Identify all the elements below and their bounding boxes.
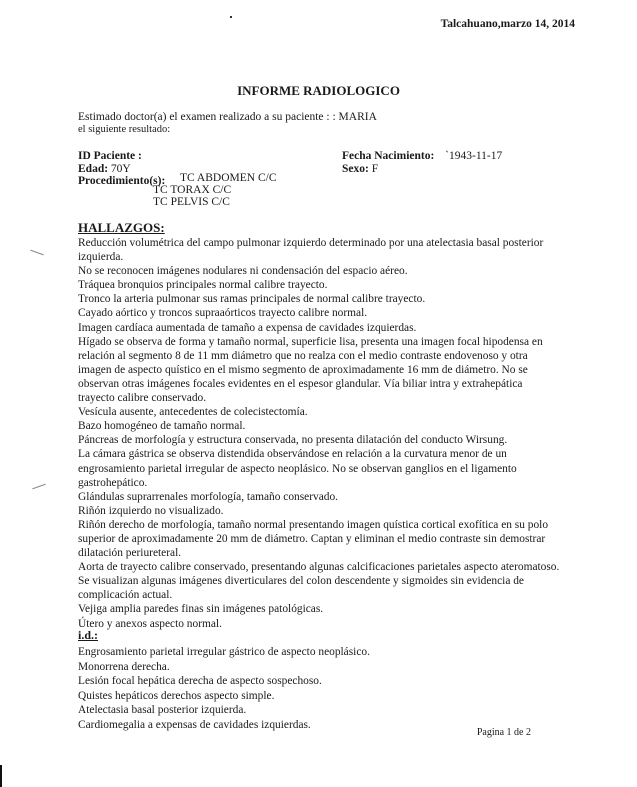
findings-body <box>78 236 578 631</box>
procedure-item: TC ABDOMEN C/C <box>180 172 277 184</box>
findings-line: Imagen cardíaca aumentada de tamaño a expensa de cavidades izquierdas. <box>78 321 417 334</box>
findings-line: Reducción volumétrica del campo pulmonar izquierdo determinado por una atelectasia basal posterior <box>78 237 544 249</box>
findings-heading: HALLAZGOS: <box>78 220 165 235</box>
patient-age <box>78 163 131 175</box>
findings-line: Tráquea bronquios principales normal calibre trayecto. <box>78 279 328 292</box>
findings-line: Tronco la arteria pulmonar sus ramas principales de normal calibre trayecto. <box>78 293 426 306</box>
findings-line: No se reconocen imágenes nodulares ni condensación del espacio aéreo. <box>78 265 408 278</box>
findings-line: Vesícula ausente, antecedentes de colecistectomía. <box>78 406 308 419</box>
patient-id-label: ID Paciente : <box>78 150 142 162</box>
findings-line: Glándulas suprarrenales morfología, tamaño conservado. <box>78 490 338 503</box>
sex <box>342 163 378 175</box>
procedure-item: TC TORAX C/C <box>153 184 232 196</box>
findings-line: Cayado aórtico y troncos supraaórticos trayecto calibre normal. <box>78 307 368 320</box>
findings-line: relación al segmento 8 de 11 mm diámetro que no realza con el medio contraste endovenoso y otra <box>78 349 528 362</box>
findings-line: izquierda. <box>78 251 124 264</box>
findings-line: Riñón izquierdo no visualizado. <box>78 504 224 517</box>
findings-line: La cámara gástrica se observa distendida observándose en relación a la curvatura menor de un <box>78 448 507 461</box>
findings-line: Páncreas de morfología y estructura conservada, no presenta dilatación del conducto Wirsung. <box>78 434 508 447</box>
dob-value: `1943-11-17 <box>445 150 503 162</box>
findings-line: Vejiga amplia paredes finas sin imágenes patológicas. <box>78 603 324 616</box>
scan-speck <box>230 16 232 18</box>
place-date: Talcahuano,marzo 14, 2014 <box>440 18 575 30</box>
findings-line: Bazo homogéneo de tamaño normal. <box>78 420 246 433</box>
intro-line: Estimado doctor(a) el examen realizado a su paciente : : MARIA <box>78 111 377 123</box>
impression-line: Quistes hepáticos derechos aspecto simple. <box>78 689 275 702</box>
impression-line: Cardiomegalia a expensas de cavidades izquierdas. <box>78 718 311 731</box>
age-label: Edad: <box>78 163 109 175</box>
margin-mark <box>30 250 43 256</box>
dob <box>342 150 502 162</box>
findings-line: engrosamiento parietal irregular de aspecto neoplásico. No se observan ganglios en el ligamento <box>78 462 517 475</box>
page-number: Pagina 1 de 2 <box>476 727 531 738</box>
findings-line: complicación actual. <box>78 589 173 602</box>
dob-label: Fecha Nacimiento: <box>342 150 435 162</box>
sex-value: F <box>371 163 379 175</box>
findings-line: Riñón derecho de morfología, tamaño normal presentando imagen quística cortical exofítica en su polo <box>78 518 549 531</box>
findings-line: Aorta de trayecto calibre conservado, presentando algunas calcificaciones parietales aspecto ateromatoso. <box>78 561 560 574</box>
sex-label: Sexo: <box>342 163 369 175</box>
report-title: INFORME RADIOLOGICO <box>237 83 400 98</box>
impression-line: Monorrena derecha. <box>78 660 170 673</box>
age-value: 70Y <box>110 163 131 175</box>
impression-heading: i.d.: <box>78 628 99 642</box>
findings-line: Útero y anexos aspecto normal. <box>78 617 222 630</box>
findings-line: imagen de aspecto quístico en el mismo segmento de aproximadamente 16 mm de diámetro. No se <box>78 363 528 376</box>
findings-line: superior de aproximadamente 20 mm de diámetro. Captan y eliminan el medio contraste sin demostrar <box>78 532 546 545</box>
impression-body <box>78 645 370 733</box>
scan-edge <box>0 765 2 787</box>
procedure-item: TC PELVIS C/C <box>153 196 230 208</box>
findings-line: Se visualizan algunas imágenes diverticulares del colon descendente y sigmoides sin evidencia de <box>78 575 524 588</box>
findings-line: dilatación periureteral. <box>78 547 182 560</box>
procedure-label: Procedimiento(s): <box>78 175 166 187</box>
intro-line-2: el siguiente resultado: <box>78 124 171 135</box>
findings-line: observan otras imágenes focales evidentes en el espesor glandular. Vía biliar intra y extrahepática <box>78 377 523 390</box>
impression-line: Lesión focal hepática derecha de aspecto sospechoso. <box>78 675 322 688</box>
impression-line: Atelectasia basal posterior izquierda. <box>78 704 247 717</box>
findings-line: trayecto calibre conservado. <box>78 392 207 405</box>
findings-line: gastrohepático. <box>78 476 148 489</box>
findings-line: Hígado se observa de forma y tamaño normal, superficie lisa, presenta una imagen focal hipodensa en <box>78 335 543 348</box>
impression-line: Engrosamiento parietal irregular gástrico de aspecto neoplásico. <box>78 646 370 658</box>
margin-mark <box>32 484 45 490</box>
